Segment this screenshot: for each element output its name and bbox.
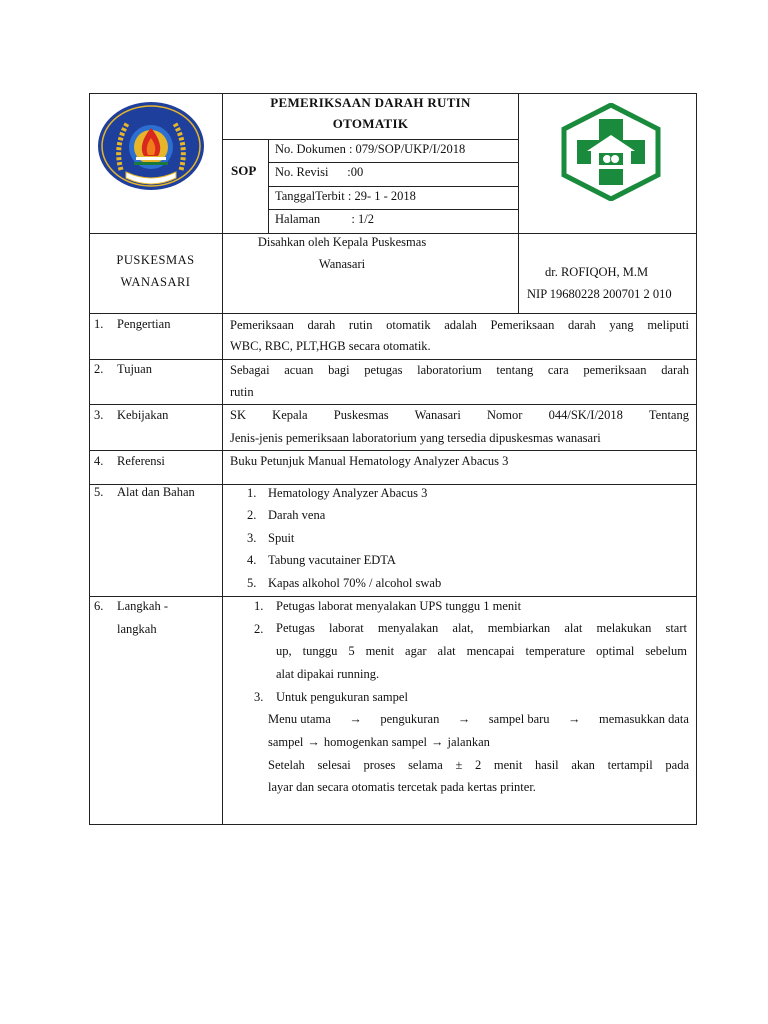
step-number: 2. xyxy=(254,622,264,636)
list-item-number: 2. xyxy=(247,508,257,522)
list-item-number: 1. xyxy=(247,486,257,500)
section-3-number: 3. xyxy=(94,408,104,422)
step-3-text: Untuk pengukuran sampel xyxy=(276,690,408,704)
section-2-label: Tujuan xyxy=(117,362,152,376)
step-number: 3. xyxy=(254,690,264,704)
list-item-number: 4. xyxy=(247,553,257,567)
head-name: dr. ROFIQOH, M.M xyxy=(545,265,649,279)
regional-emblem-icon xyxy=(96,100,206,196)
section-5-label: Alat dan Bahan xyxy=(117,485,195,499)
approval-text-line1: Disahkan oleh Kepala Puskesmas xyxy=(257,235,427,249)
result-text-line1: Setelah selesai proses selama ± 2 menit hasil akan tertampil pada xyxy=(268,758,689,772)
document-number: No. Dokumen : 079/SOP/UKP/I/2018 xyxy=(275,142,466,156)
publish-date: TanggalTerbit : 29- 1 - 2018 xyxy=(275,189,416,203)
step-2-text-line3: alat dipakai running. xyxy=(276,667,380,681)
arrow-right-icon: → xyxy=(568,712,581,726)
arrow-right-icon: → xyxy=(457,712,471,726)
step-1-text: Petugas laborat menyalakan UPS tunggu 1 menit xyxy=(276,599,522,613)
section-5-number: 5. xyxy=(94,485,104,499)
revision-number: No. Revisi :00 xyxy=(275,165,364,179)
section-4-number: 4. xyxy=(94,454,104,468)
flow-step: jalankan xyxy=(447,735,490,749)
sop-label: SOP xyxy=(231,163,257,178)
section-4-text: Buku Petunjuk Manual Hematology Analyzer Abacus 3 xyxy=(230,454,509,468)
section-6-label-line2: langkah xyxy=(117,622,157,636)
flow-step: sampel xyxy=(268,735,304,749)
arrow-right-icon: → xyxy=(349,712,362,726)
section-3-text-line1: SK Kepala Puskesmas Wanasari Nomor 044/SK/I/2018 Tentang xyxy=(230,408,689,422)
arrow-right-icon: → xyxy=(307,735,320,749)
process-flow-line2 xyxy=(268,736,490,749)
section-1-text-line2: WBC, RBC, PLT,HGB secara otomatik. xyxy=(230,339,431,353)
flow-step: Menu utama xyxy=(268,712,331,726)
section-2-number: 2. xyxy=(94,362,104,376)
list-item: Spuit xyxy=(268,531,295,545)
section-3-text-line2: Jenis-jenis pemeriksaan laboratorium yang tersedia dipuskesmas wanasari xyxy=(230,431,601,445)
section-1-text-line1: Pemeriksaan darah rutin otomatik adalah Pemeriksaan darah yang meliputi xyxy=(230,318,689,332)
institution-name-line2: WANASARI xyxy=(120,275,191,289)
head-nip: NIP 19680228 200701 2 010 xyxy=(527,287,672,301)
flow-step: pengukuran xyxy=(380,712,440,726)
document-title-line2: OTOMATIK xyxy=(332,116,409,131)
step-2-text-line2: up, tunggu 5 menit agar alat mencapai temperature optimal sebelum xyxy=(276,644,687,658)
arrow-right-icon: → xyxy=(431,735,444,749)
list-item: Kapas alkohol 70% / alcohol swab xyxy=(268,576,442,590)
list-item: Tabung vacutainer EDTA xyxy=(268,553,396,567)
section-2-text-line1: Sebagai acuan bagi petugas laboratorium tentang cara pemeriksaan darah xyxy=(230,363,689,377)
section-1-number: 1. xyxy=(94,317,104,331)
approval-text-line2: Wanasari xyxy=(318,257,366,271)
flow-step: sampel baru xyxy=(488,712,550,726)
process-flow-line1 xyxy=(268,713,689,726)
list-item: Darah vena xyxy=(268,508,326,522)
section-4-label: Referensi xyxy=(117,454,165,468)
step-2-text-line1: Petugas laborat menyalakan alat, membiarkan alat melakukan start xyxy=(276,621,687,635)
flow-step: homogenkan sampel xyxy=(323,735,428,749)
section-6-label-line1: Langkah - xyxy=(117,599,169,613)
page-number: Halaman : 1/2 xyxy=(275,212,374,226)
puskesmas-green-cross-icon xyxy=(561,103,661,205)
institution-name-line1: PUSKESMAS xyxy=(116,253,195,267)
flow-step: memasukkan data xyxy=(599,712,689,726)
document-title-line1: PEMERIKSAAN DARAH RUTIN xyxy=(270,95,471,110)
list-item-number: 3. xyxy=(247,531,257,545)
section-2-text-line2: rutin xyxy=(230,385,254,399)
section-3-label: Kebijakan xyxy=(117,408,169,422)
step-number: 1. xyxy=(254,599,264,613)
section-1-label: Pengertian xyxy=(117,317,171,331)
section-6-number: 6. xyxy=(94,599,104,613)
result-text-line2: layar dan secara otomatis tercetak pada kertas printer. xyxy=(268,780,536,794)
list-item-number: 5. xyxy=(247,576,257,590)
list-item: Hematology Analyzer Abacus 3 xyxy=(268,486,428,500)
